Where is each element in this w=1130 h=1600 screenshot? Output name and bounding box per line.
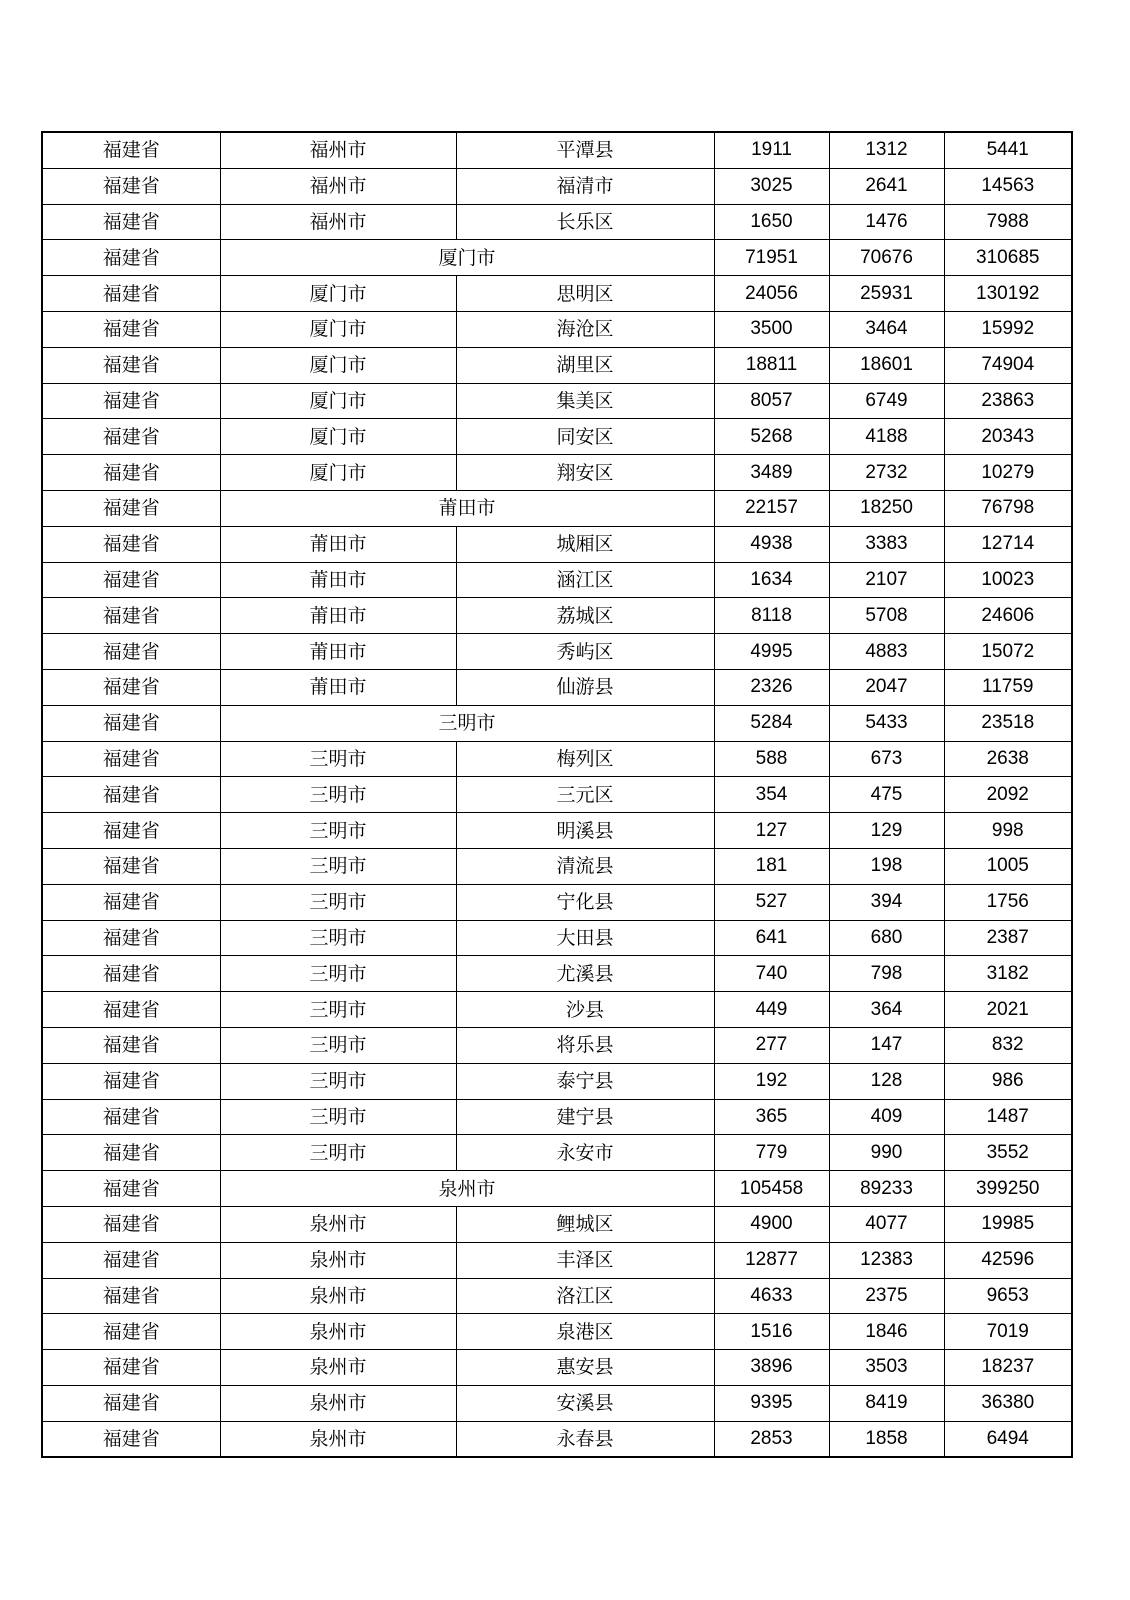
table-row [42,132,1072,168]
table-row [42,1027,1072,1063]
province-cell: 福建省 [42,490,220,526]
province-cell: 福建省 [42,1278,220,1314]
city-cell: 三明市 [220,1135,456,1171]
value-cell-2: 2732 [829,455,944,491]
city-subtotal-row [42,1171,1072,1207]
city-cell: 厦门市 [220,311,456,347]
table-row [42,419,1072,455]
province-cell: 福建省 [42,1385,220,1421]
value-cell-3: 832 [944,1027,1072,1063]
province-cell: 福建省 [42,598,220,634]
value-cell-3: 9653 [944,1278,1072,1314]
city-cell: 三明市 [220,741,456,777]
value-cell-1: 1516 [714,1314,829,1350]
city-cell: 三明市 [220,705,714,741]
county-cell: 三元区 [456,777,714,813]
table-row [42,956,1072,992]
province-cell: 福建省 [42,347,220,383]
value-cell-1: 641 [714,920,829,956]
value-cell-1: 354 [714,777,829,813]
city-cell: 三明市 [220,920,456,956]
table-row [42,311,1072,347]
value-cell-1: 449 [714,992,829,1028]
county-cell: 福清市 [456,168,714,204]
value-cell-2: 147 [829,1027,944,1063]
value-cell-2: 2047 [829,669,944,705]
value-cell-1: 3500 [714,311,829,347]
value-cell-3: 15072 [944,634,1072,670]
value-cell-2: 129 [829,813,944,849]
city-cell: 泉州市 [220,1350,456,1386]
value-cell-3: 23863 [944,383,1072,419]
province-cell: 福建省 [42,383,220,419]
table-row [42,1099,1072,1135]
county-cell: 泉港区 [456,1314,714,1350]
value-cell-1: 3489 [714,455,829,491]
province-cell: 福建省 [42,634,220,670]
value-cell-1: 192 [714,1063,829,1099]
county-cell: 鲤城区 [456,1206,714,1242]
county-cell: 海沧区 [456,311,714,347]
value-cell-2: 798 [829,956,944,992]
value-cell-2: 2107 [829,562,944,598]
province-cell: 福建省 [42,813,220,849]
value-cell-3: 399250 [944,1171,1072,1207]
value-cell-1: 4633 [714,1278,829,1314]
city-subtotal-row [42,490,1072,526]
province-cell: 福建省 [42,526,220,562]
city-cell: 泉州市 [220,1278,456,1314]
table-row [42,884,1072,920]
table-row [42,598,1072,634]
value-cell-3: 74904 [944,347,1072,383]
value-cell-3: 19985 [944,1206,1072,1242]
value-cell-3: 3552 [944,1135,1072,1171]
value-cell-3: 1005 [944,848,1072,884]
table-row [42,1385,1072,1421]
value-cell-2: 4188 [829,419,944,455]
county-cell: 永安市 [456,1135,714,1171]
province-cell: 福建省 [42,240,220,276]
city-cell: 三明市 [220,992,456,1028]
city-cell: 三明市 [220,956,456,992]
province-cell: 福建省 [42,204,220,240]
county-cell: 宁化县 [456,884,714,920]
table-row [42,1421,1072,1457]
value-cell-3: 5441 [944,132,1072,168]
value-cell-2: 3503 [829,1350,944,1386]
value-cell-3: 42596 [944,1242,1072,1278]
value-cell-1: 4995 [714,634,829,670]
county-cell: 大田县 [456,920,714,956]
table-body [42,132,1072,1457]
county-cell: 平潭县 [456,132,714,168]
table-row [42,1242,1072,1278]
value-cell-2: 1858 [829,1421,944,1457]
city-cell: 三明市 [220,1027,456,1063]
county-cell: 城厢区 [456,526,714,562]
value-cell-1: 3896 [714,1350,829,1386]
value-cell-1: 740 [714,956,829,992]
city-cell: 厦门市 [220,240,714,276]
province-cell: 福建省 [42,1063,220,1099]
city-cell: 厦门市 [220,276,456,312]
city-cell: 三明市 [220,1099,456,1135]
value-cell-3: 7019 [944,1314,1072,1350]
value-cell-2: 1846 [829,1314,944,1350]
value-cell-1: 1650 [714,204,829,240]
county-cell: 仙游县 [456,669,714,705]
value-cell-1: 4938 [714,526,829,562]
value-cell-1: 1911 [714,132,829,168]
value-cell-2: 5433 [829,705,944,741]
value-cell-2: 1312 [829,132,944,168]
province-cell: 福建省 [42,992,220,1028]
table-row [42,526,1072,562]
city-cell: 泉州市 [220,1314,456,1350]
value-cell-1: 3025 [714,168,829,204]
value-cell-2: 2375 [829,1278,944,1314]
province-cell: 福建省 [42,311,220,347]
province-cell: 福建省 [42,1099,220,1135]
county-cell: 尤溪县 [456,956,714,992]
value-cell-2: 18601 [829,347,944,383]
value-cell-3: 23518 [944,705,1072,741]
table-row [42,1135,1072,1171]
city-cell: 三明市 [220,884,456,920]
province-cell: 福建省 [42,1206,220,1242]
value-cell-1: 12877 [714,1242,829,1278]
value-cell-2: 4077 [829,1206,944,1242]
value-cell-3: 15992 [944,311,1072,347]
value-cell-3: 7988 [944,204,1072,240]
city-cell: 厦门市 [220,419,456,455]
value-cell-1: 365 [714,1099,829,1135]
value-cell-1: 71951 [714,240,829,276]
value-cell-2: 25931 [829,276,944,312]
value-cell-1: 9395 [714,1385,829,1421]
province-cell: 福建省 [42,777,220,813]
city-cell: 泉州市 [220,1385,456,1421]
city-cell: 三明市 [220,813,456,849]
county-cell: 明溪县 [456,813,714,849]
value-cell-3: 1487 [944,1099,1072,1135]
county-cell: 将乐县 [456,1027,714,1063]
value-cell-1: 2326 [714,669,829,705]
county-cell: 泰宁县 [456,1063,714,1099]
value-cell-2: 3383 [829,526,944,562]
value-cell-2: 8419 [829,1385,944,1421]
table-row [42,455,1072,491]
city-cell: 莆田市 [220,526,456,562]
value-cell-3: 130192 [944,276,1072,312]
city-cell: 莆田市 [220,634,456,670]
value-cell-3: 76798 [944,490,1072,526]
value-cell-1: 22157 [714,490,829,526]
city-subtotal-row [42,240,1072,276]
county-cell: 安溪县 [456,1385,714,1421]
value-cell-1: 588 [714,741,829,777]
value-cell-3: 10023 [944,562,1072,598]
value-cell-2: 680 [829,920,944,956]
city-cell: 三明市 [220,777,456,813]
table-row [42,204,1072,240]
table-row [42,848,1072,884]
value-cell-1: 127 [714,813,829,849]
province-cell: 福建省 [42,884,220,920]
province-cell: 福建省 [42,1242,220,1278]
value-cell-1: 4900 [714,1206,829,1242]
province-cell: 福建省 [42,848,220,884]
value-cell-1: 8118 [714,598,829,634]
value-cell-2: 2641 [829,168,944,204]
county-cell: 长乐区 [456,204,714,240]
table-row [42,1278,1072,1314]
province-cell: 福建省 [42,920,220,956]
value-cell-2: 475 [829,777,944,813]
data-table [41,131,1073,1458]
table-row [42,813,1072,849]
province-cell: 福建省 [42,168,220,204]
province-cell: 福建省 [42,1027,220,1063]
province-cell: 福建省 [42,455,220,491]
city-cell: 莆田市 [220,598,456,634]
value-cell-1: 1634 [714,562,829,598]
table-row [42,1314,1072,1350]
table-row [42,1206,1072,1242]
value-cell-2: 198 [829,848,944,884]
value-cell-3: 36380 [944,1385,1072,1421]
table-row [42,634,1072,670]
city-cell: 泉州市 [220,1206,456,1242]
city-cell: 福州市 [220,204,456,240]
table-row [42,992,1072,1028]
province-cell: 福建省 [42,419,220,455]
value-cell-3: 2021 [944,992,1072,1028]
county-cell: 同安区 [456,419,714,455]
value-cell-2: 70676 [829,240,944,276]
province-cell: 福建省 [42,1314,220,1350]
value-cell-1: 277 [714,1027,829,1063]
province-cell: 福建省 [42,956,220,992]
table-row [42,920,1072,956]
value-cell-2: 4883 [829,634,944,670]
value-cell-1: 8057 [714,383,829,419]
province-cell: 福建省 [42,1135,220,1171]
table-row [42,1063,1072,1099]
county-cell: 建宁县 [456,1099,714,1135]
value-cell-2: 12383 [829,1242,944,1278]
value-cell-3: 12714 [944,526,1072,562]
value-cell-2: 5708 [829,598,944,634]
city-cell: 厦门市 [220,455,456,491]
value-cell-3: 11759 [944,669,1072,705]
value-cell-2: 3464 [829,311,944,347]
value-cell-2: 89233 [829,1171,944,1207]
value-cell-1: 105458 [714,1171,829,1207]
province-cell: 福建省 [42,1171,220,1207]
county-cell: 翔安区 [456,455,714,491]
province-cell: 福建省 [42,705,220,741]
value-cell-2: 990 [829,1135,944,1171]
value-cell-2: 394 [829,884,944,920]
province-cell: 福建省 [42,741,220,777]
table-row [42,168,1072,204]
value-cell-1: 18811 [714,347,829,383]
table-row [42,1350,1072,1386]
value-cell-1: 24056 [714,276,829,312]
county-cell: 秀屿区 [456,634,714,670]
city-cell: 莆田市 [220,562,456,598]
city-cell: 泉州市 [220,1242,456,1278]
value-cell-3: 2387 [944,920,1072,956]
value-cell-1: 779 [714,1135,829,1171]
table-row [42,741,1072,777]
county-cell: 湖里区 [456,347,714,383]
value-cell-3: 1756 [944,884,1072,920]
city-cell: 泉州市 [220,1421,456,1457]
value-cell-3: 24606 [944,598,1072,634]
city-cell: 三明市 [220,848,456,884]
city-cell: 泉州市 [220,1171,714,1207]
value-cell-1: 2853 [714,1421,829,1457]
county-cell: 永春县 [456,1421,714,1457]
value-cell-1: 5284 [714,705,829,741]
table-row [42,562,1072,598]
value-cell-2: 1476 [829,204,944,240]
value-cell-3: 2092 [944,777,1072,813]
value-cell-2: 128 [829,1063,944,1099]
county-cell: 沙县 [456,992,714,1028]
value-cell-3: 10279 [944,455,1072,491]
value-cell-1: 181 [714,848,829,884]
city-cell: 三明市 [220,1063,456,1099]
city-cell: 厦门市 [220,347,456,383]
value-cell-3: 14563 [944,168,1072,204]
value-cell-3: 6494 [944,1421,1072,1457]
table-row [42,669,1072,705]
county-cell: 洛江区 [456,1278,714,1314]
county-cell: 涵江区 [456,562,714,598]
city-cell: 福州市 [220,132,456,168]
value-cell-3: 310685 [944,240,1072,276]
value-cell-3: 20343 [944,419,1072,455]
province-cell: 福建省 [42,669,220,705]
city-cell: 莆田市 [220,669,456,705]
table-row [42,777,1072,813]
province-cell: 福建省 [42,1421,220,1457]
province-cell: 福建省 [42,132,220,168]
province-cell: 福建省 [42,562,220,598]
province-cell: 福建省 [42,1350,220,1386]
county-cell: 惠安县 [456,1350,714,1386]
city-cell: 莆田市 [220,490,714,526]
value-cell-2: 6749 [829,383,944,419]
county-cell: 清流县 [456,848,714,884]
value-cell-3: 2638 [944,741,1072,777]
table-row [42,383,1072,419]
county-cell: 集美区 [456,383,714,419]
value-cell-3: 18237 [944,1350,1072,1386]
value-cell-3: 998 [944,813,1072,849]
value-cell-2: 18250 [829,490,944,526]
county-cell: 荔城区 [456,598,714,634]
province-cell: 福建省 [42,276,220,312]
county-cell: 梅列区 [456,741,714,777]
value-cell-2: 409 [829,1099,944,1135]
value-cell-3: 3182 [944,956,1072,992]
value-cell-1: 5268 [714,419,829,455]
city-cell: 厦门市 [220,383,456,419]
city-cell: 福州市 [220,168,456,204]
city-subtotal-row [42,705,1072,741]
value-cell-1: 527 [714,884,829,920]
county-cell: 思明区 [456,276,714,312]
value-cell-3: 986 [944,1063,1072,1099]
value-cell-2: 673 [829,741,944,777]
value-cell-2: 364 [829,992,944,1028]
table-row [42,276,1072,312]
county-cell: 丰泽区 [456,1242,714,1278]
table-row [42,347,1072,383]
